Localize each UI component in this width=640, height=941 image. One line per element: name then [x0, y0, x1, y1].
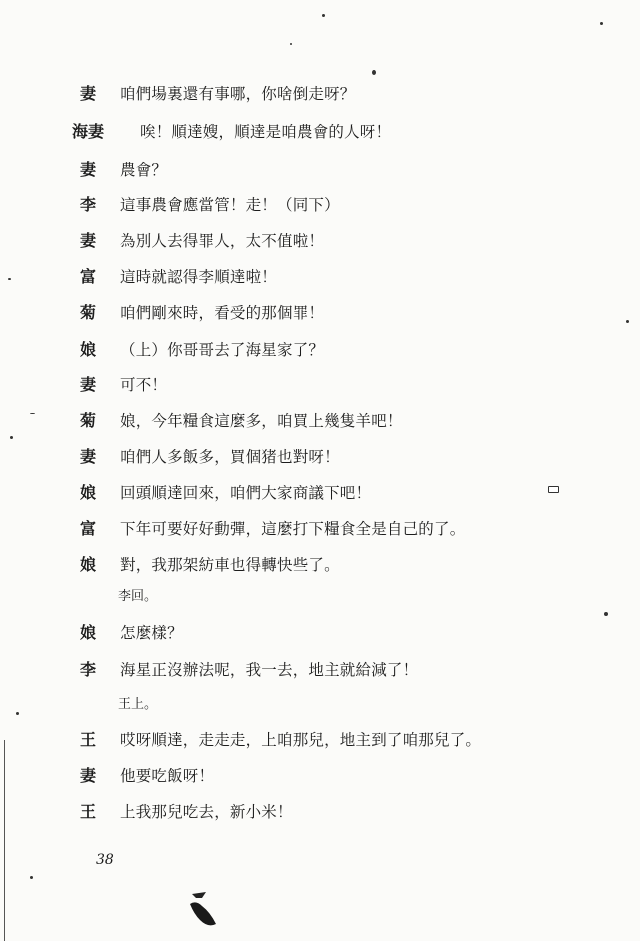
dialogue-line	[0, 370, 640, 400]
speck	[322, 14, 325, 17]
dialogue-text: 這時就認得李順達啦！	[120, 268, 278, 286]
dialogue-line	[0, 478, 640, 508]
stage-direction: 王上。	[118, 697, 158, 712]
dialogue-line	[0, 618, 640, 648]
dialogue-text: 哎呀順達，走走走，上咱那兒，地主到了咱那兒了。	[120, 731, 482, 749]
dialogue-line	[0, 226, 640, 256]
dialogue-text: 娘，今年糧食這麼多，咱買上幾隻羊吧！	[120, 412, 403, 430]
dialogue-text: 可不！	[120, 376, 168, 394]
dialogue-text: 唉！順達嫂，順達是咱農會的人呀！	[140, 123, 392, 141]
speck	[626, 320, 629, 323]
speck	[290, 43, 292, 45]
dialogue-line	[0, 550, 640, 580]
speck	[30, 876, 33, 879]
speaker-name: 富	[80, 267, 97, 286]
dialogue-text: 對，我那架紡車也得轉快些了。	[120, 556, 340, 574]
stage-direction: 李回。	[118, 589, 158, 604]
speaker-name: 菊	[80, 303, 97, 322]
speaker-name: 妻	[80, 766, 97, 785]
page-number: 38	[96, 852, 114, 868]
dialogue-line	[0, 155, 640, 185]
scan-edge-line	[4, 740, 5, 941]
dialogue-text: 咱們剛來時，看受的那個罪！	[120, 304, 325, 322]
speaker-name: 妻	[80, 375, 97, 394]
speck	[10, 436, 13, 439]
dialogue-line	[0, 262, 640, 292]
ink-smudge	[186, 890, 220, 930]
dialogue-line	[0, 761, 640, 791]
dialogue-line	[0, 655, 640, 685]
dialogue-line	[0, 442, 640, 472]
speck	[16, 712, 19, 715]
dialogue-text: 怎麼樣？	[120, 624, 183, 642]
dialogue-line	[0, 79, 640, 109]
stage-direction-row	[0, 582, 640, 612]
speck	[548, 486, 559, 493]
dialogue-text: 咱們人多飯多，買個猪也對呀！	[120, 448, 340, 466]
speaker-name: 富	[80, 519, 97, 538]
speaker-name: 王	[80, 802, 97, 821]
speaker-name: 妻	[80, 231, 97, 250]
dialogue-text: 他要吃飯呀！	[120, 767, 215, 785]
speck	[600, 22, 603, 25]
speck	[604, 612, 608, 616]
speaker-name: 妻	[80, 160, 97, 179]
dialogue-line	[0, 406, 640, 436]
speck	[372, 70, 376, 75]
dialogue-text: 上我那兒吃去，新小米！	[120, 803, 293, 821]
dialogue-line	[0, 298, 640, 328]
speaker-name: 娘	[80, 623, 97, 642]
speaker-name: 娘	[80, 555, 97, 574]
dialogue-line	[0, 190, 640, 220]
dialogue-line	[0, 335, 640, 365]
speaker-name: 娘	[80, 340, 97, 359]
dialogue-text: （上）你哥哥去了海星家了？	[120, 341, 325, 359]
speaker-name: 王	[80, 730, 97, 749]
dialogue-text: 農會？	[120, 161, 168, 179]
speaker-name: 妻	[80, 447, 97, 466]
dialogue-line	[0, 514, 640, 544]
dialogue-text: 下年可要好好動彈，這麼打下糧食全是自己的了。	[120, 520, 466, 538]
dialogue-line	[0, 117, 640, 147]
speaker-name: 妻	[80, 84, 97, 103]
speck	[30, 413, 35, 414]
speaker-name: 李	[80, 660, 97, 679]
speaker-name: 李	[80, 195, 97, 214]
dialogue-text: 這事農會應當管！走！（同下）	[120, 196, 340, 214]
speck	[8, 278, 11, 280]
dialogue-text: 回頭順達回來，咱們大家商議下吧！	[120, 484, 372, 502]
dialogue-text: 為別人去得罪人，太不值啦！	[120, 232, 325, 250]
dialogue-text: 咱們場裏還有事哪，你啥倒走呀？	[120, 85, 356, 103]
dialogue-line	[0, 797, 640, 827]
dialogue-line	[0, 725, 640, 755]
stage-direction-row	[0, 690, 640, 720]
speaker-name: 菊	[80, 411, 97, 430]
speaker-name: 海妻	[72, 122, 105, 141]
dialogue-text: 海星正沒辦法呢，我一去，地主就給減了！	[120, 661, 419, 679]
speaker-name: 娘	[80, 483, 97, 502]
